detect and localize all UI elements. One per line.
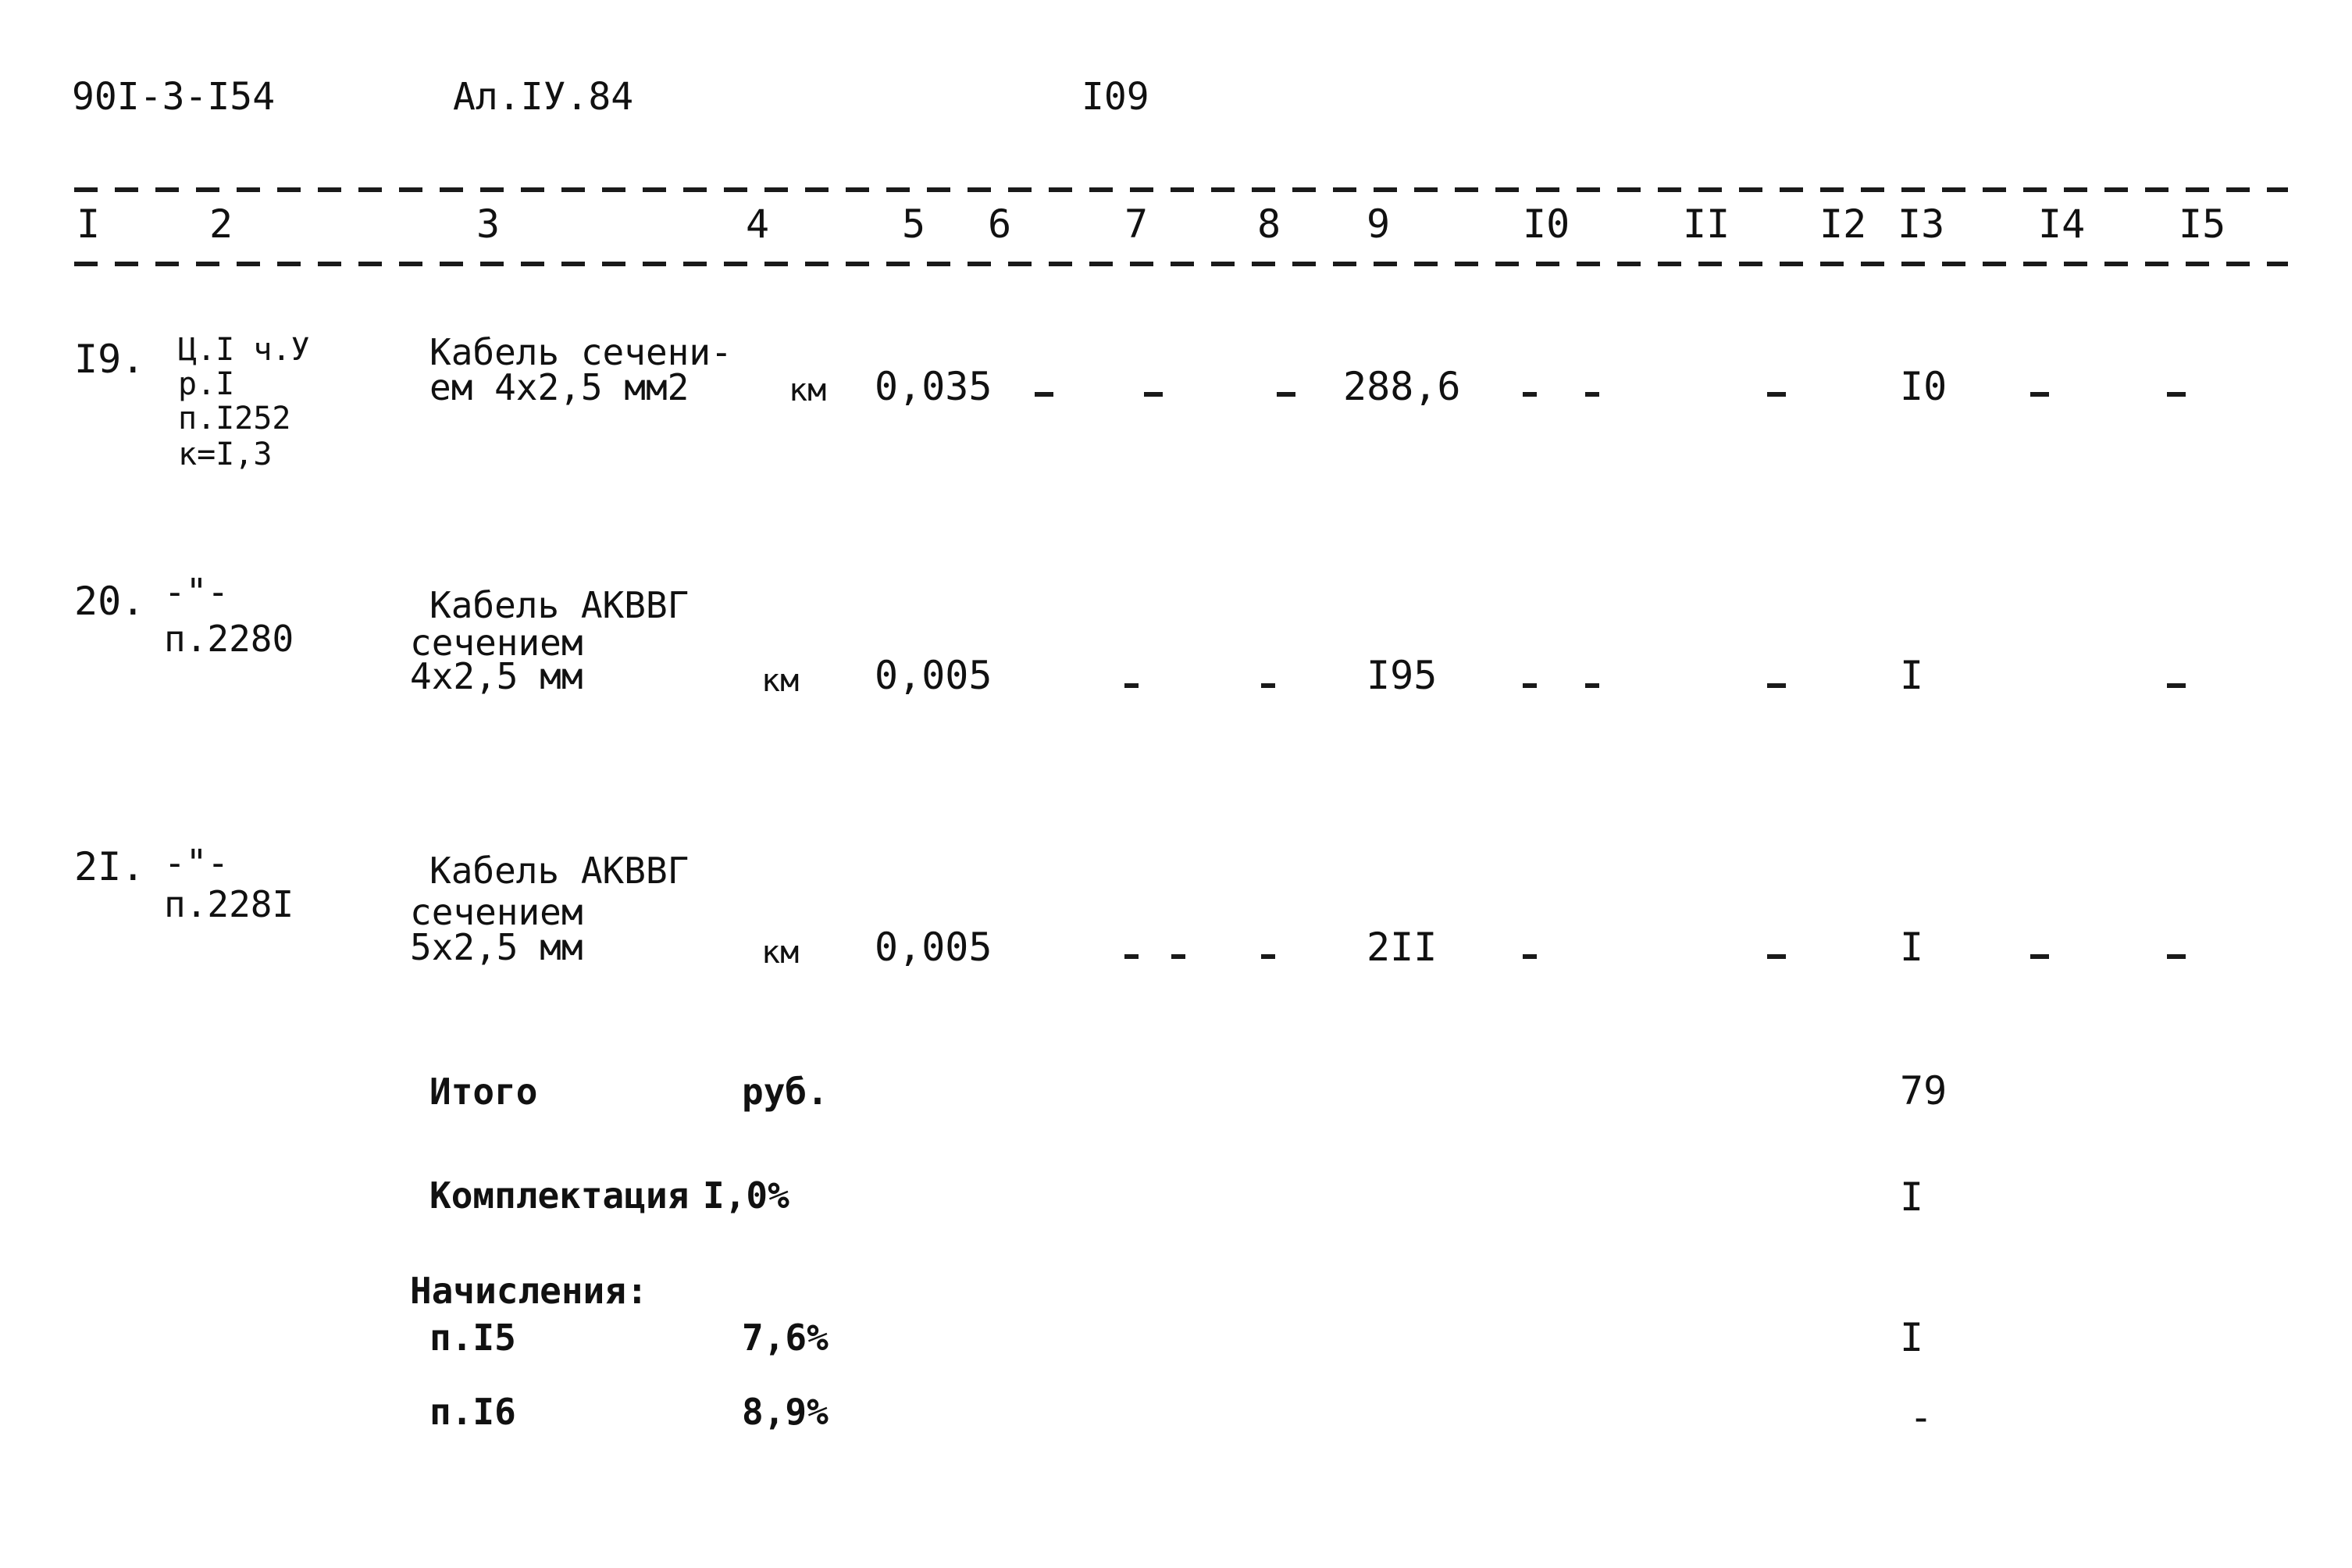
col-header-13: I3 bbox=[1898, 201, 1945, 247]
komplektaciya-pct: I,0% bbox=[703, 1174, 789, 1217]
komplektaciya-value: I bbox=[1900, 1174, 1924, 1220]
row-reference: п.I252 bbox=[178, 401, 291, 437]
row-unit: км bbox=[789, 372, 827, 408]
row-col9-value: 288,6 bbox=[1343, 364, 1461, 409]
p16-label: п.I6 bbox=[429, 1391, 516, 1433]
document-code: 90I-3-I54 bbox=[72, 75, 276, 119]
dash-mark bbox=[2167, 392, 2186, 397]
dash-mark bbox=[1124, 954, 1139, 959]
row-quantity: 0,035 bbox=[875, 364, 992, 409]
row-col13-value: I bbox=[1900, 653, 1924, 698]
col-header-1: I bbox=[77, 201, 101, 247]
dash-mark bbox=[1261, 683, 1275, 688]
p15-value: I bbox=[1900, 1315, 1924, 1360]
row-reference: р.I bbox=[178, 366, 235, 402]
dash-mark bbox=[2167, 954, 2186, 959]
album-number: Ал.IУ.84 bbox=[453, 75, 634, 119]
col-header-8: 8 bbox=[1257, 201, 1281, 247]
p16-pct: 8,9% bbox=[742, 1391, 829, 1433]
col-header-3: 3 bbox=[476, 201, 501, 247]
dash-mark bbox=[1124, 683, 1139, 688]
col-header-14: I4 bbox=[2038, 201, 2086, 247]
row-col13-value: I0 bbox=[1900, 364, 1948, 409]
itogo-label: Итого bbox=[429, 1071, 538, 1113]
dash-mark bbox=[1585, 683, 1599, 688]
row-number: I9. bbox=[74, 337, 145, 382]
row-reference: п.228I bbox=[164, 883, 294, 925]
row-description: сечением bbox=[410, 891, 583, 933]
dash-mark bbox=[1767, 954, 1786, 959]
dash-mark bbox=[1261, 954, 1275, 959]
p15-pct: 7,6% bbox=[742, 1317, 829, 1359]
col-header-12: I2 bbox=[1819, 201, 1867, 247]
col-header-6: 6 bbox=[988, 201, 1012, 247]
col-header-4: 4 bbox=[746, 201, 770, 247]
dash-mark bbox=[1523, 392, 1537, 397]
page-number: I09 bbox=[1082, 75, 1149, 119]
p15-label: п.I5 bbox=[429, 1317, 516, 1359]
dash-mark bbox=[1523, 954, 1537, 959]
header-top-rule bbox=[74, 187, 2288, 192]
row-col9-value: 2II bbox=[1367, 925, 1438, 970]
row-reference: Ц.I ч.У bbox=[178, 332, 310, 368]
row-description: Кабель АКВВГ bbox=[429, 850, 690, 892]
dash-mark bbox=[1171, 954, 1185, 959]
row-description: 5х2,5 мм bbox=[410, 926, 583, 968]
col-header-9: 9 bbox=[1367, 201, 1391, 247]
col-header-15: I5 bbox=[2179, 201, 2226, 247]
header-bottom-rule bbox=[74, 262, 2288, 266]
row-number: 20. bbox=[74, 579, 145, 624]
itogo-value: 79 bbox=[1900, 1068, 1948, 1114]
row-quantity: 0,005 bbox=[875, 653, 992, 698]
row-quantity: 0,005 bbox=[875, 925, 992, 970]
itogo-unit: руб. bbox=[742, 1071, 829, 1113]
dash-mark bbox=[2030, 954, 2049, 959]
row-unit: км bbox=[761, 663, 800, 699]
dash-mark bbox=[1277, 392, 1295, 397]
dash-mark bbox=[1585, 392, 1599, 397]
row-description: Кабель АКВВГ bbox=[429, 584, 690, 626]
dash-mark bbox=[1144, 392, 1163, 397]
p16-value: - bbox=[1909, 1395, 1933, 1440]
row-number: 2I. bbox=[74, 844, 145, 889]
row-description: 4х2,5 мм bbox=[410, 655, 583, 697]
row-reference: -"- bbox=[164, 842, 230, 884]
nachisleniya-label: Начисления: bbox=[410, 1270, 648, 1312]
dash-mark bbox=[2030, 392, 2049, 397]
col-header-7: 7 bbox=[1124, 201, 1149, 247]
col-header-10: I0 bbox=[1523, 201, 1570, 247]
col-header-5: 5 bbox=[902, 201, 926, 247]
col-header-2: 2 bbox=[209, 201, 233, 247]
dash-mark bbox=[1767, 683, 1786, 688]
row-description: Кабель сечени- bbox=[429, 331, 732, 373]
dash-mark bbox=[1035, 392, 1053, 397]
row-reference: -"- bbox=[164, 571, 230, 613]
row-col13-value: I bbox=[1900, 925, 1924, 970]
komplektaciya-label: Комплектация bbox=[429, 1174, 690, 1217]
row-reference: п.2280 bbox=[164, 618, 294, 660]
col-header-11: II bbox=[1683, 201, 1730, 247]
row-description: сечением bbox=[410, 622, 583, 664]
row-description: ем 4х2,5 мм2 bbox=[429, 366, 690, 408]
dash-mark bbox=[2167, 683, 2186, 688]
row-reference: к=I,3 bbox=[178, 437, 273, 472]
row-col9-value: I95 bbox=[1367, 653, 1438, 698]
dash-mark bbox=[1767, 392, 1786, 397]
row-unit: км bbox=[761, 935, 800, 971]
dash-mark bbox=[1523, 683, 1537, 688]
